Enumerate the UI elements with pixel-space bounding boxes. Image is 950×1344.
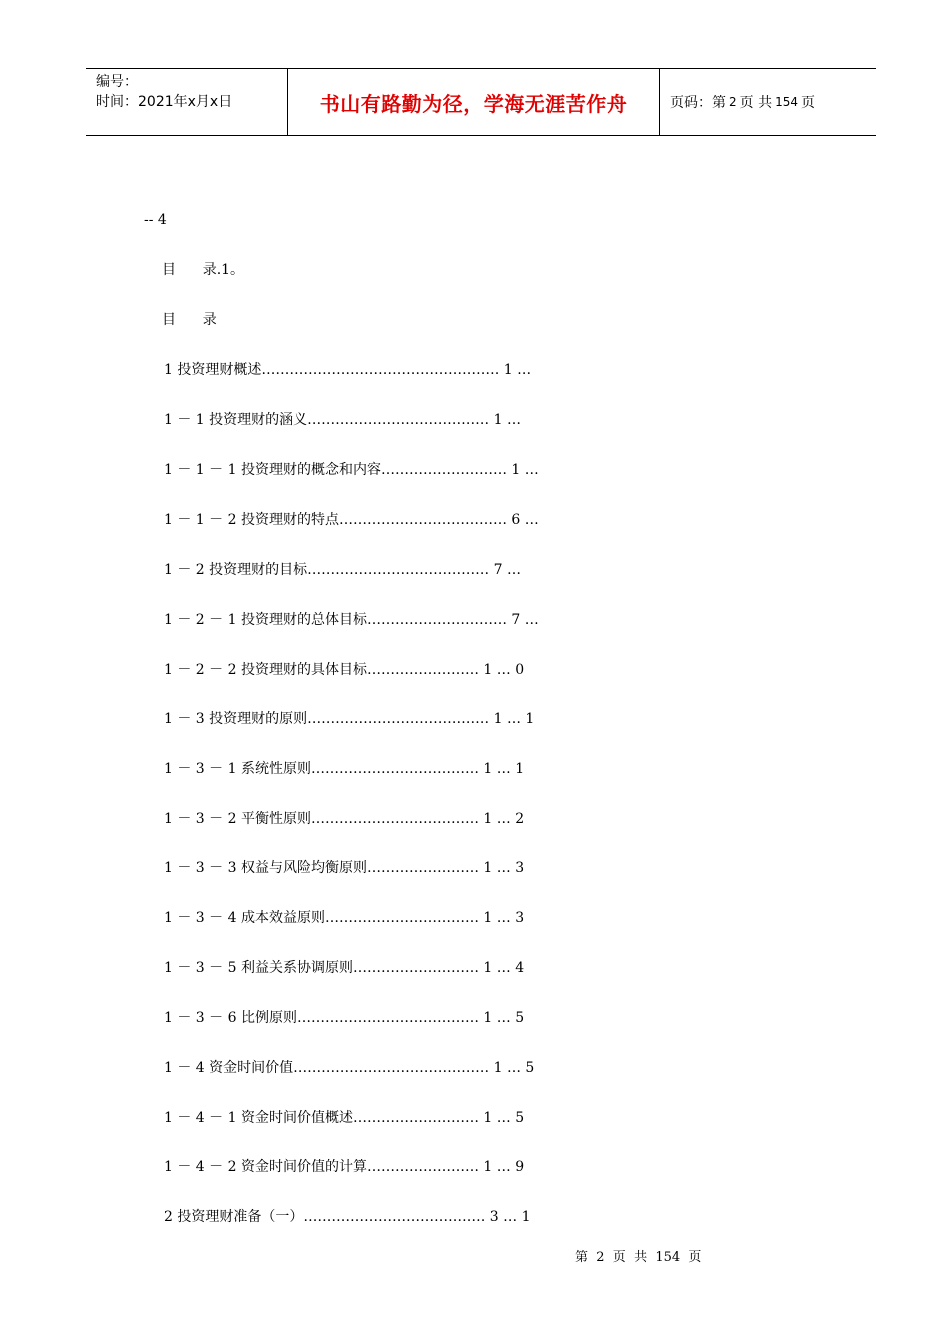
toc-entry[interactable]: 1 － 1 投资理财的涵义………………………………… 1 … <box>164 412 521 428</box>
toc-entry[interactable]: 1 － 3 － 4 成本效益原则…………………………… 1 … 3 <box>164 910 525 926</box>
toc-entry[interactable]: 1 － 1 － 2 投资理财的特点……………………………… 6 … <box>164 512 539 528</box>
toc-entry[interactable]: 1 － 3 － 6 比例原则………………………………… 1 … 5 <box>164 1010 525 1026</box>
toc-entry[interactable]: 1 － 2 － 2 投资理财的具体目标…………………… 1 … 0 <box>164 662 525 678</box>
page-number: 2 <box>729 95 737 109</box>
page-prefix: 页码：第 <box>670 95 726 111</box>
toc-entry[interactable]: 1 － 4 － 1 资金时间价值概述……………………… 1 … 5 <box>164 1110 525 1126</box>
header-page-info <box>660 69 876 135</box>
page-suffix: 页 <box>801 95 815 111</box>
toc-entry[interactable]: 2 投资理财准备（一）………………………………… 3 … 1 <box>164 1209 531 1225</box>
toc-entry[interactable]: 1 － 4 － 2 资金时间价值的计算…………………… 1 … 9 <box>164 1159 525 1175</box>
number-label: 编号： <box>96 74 138 90</box>
header-motto: 书山有路勤为径，学海无涯苦作舟 <box>287 69 660 135</box>
toc-entry[interactable]: 1 投资理财概述…………………………………………… 1 … <box>164 362 532 378</box>
time-label: 时间：2021年x月x日 <box>96 94 233 110</box>
toc-entry[interactable]: 1 － 3 投资理财的原则………………………………… 1 … 1 <box>164 711 535 727</box>
page-header <box>86 68 876 136</box>
page-total: 154 <box>775 95 798 109</box>
toc-entry[interactable]: 1 － 1 － 1 投资理财的概念和内容……………………… 1 … <box>164 462 539 478</box>
toc-entry[interactable]: 1 － 3 － 3 权益与风险均衡原则…………………… 1 … 3 <box>164 860 525 876</box>
toc-entry[interactable]: 1 － 3 － 2 平衡性原则……………………………… 1 … 2 <box>164 811 525 827</box>
toc-entry[interactable]: 1 － 3 － 5 利益关系协调原则……………………… 1 … 4 <box>164 960 525 976</box>
toc-entry[interactable]: 1 － 3 － 1 系统性原则……………………………… 1 … 1 <box>164 761 525 777</box>
toc-heading-2: 目 录 <box>162 312 217 328</box>
page-footer: 第 2 页 共 154 页 <box>575 1250 702 1265</box>
header-meta <box>86 69 287 135</box>
toc-entry[interactable]: 1 － 2 投资理财的目标………………………………… 7 … <box>164 562 521 578</box>
page-mid: 页 共 <box>739 95 773 111</box>
toc-heading-1: 目 录.1。 <box>162 262 245 278</box>
toc-entry[interactable]: 1 － 2 － 1 投资理财的总体目标………………………… 7 … <box>164 612 539 628</box>
toc-entry[interactable]: 1 － 4 资金时间价值…………………………………… 1 … 5 <box>164 1060 535 1076</box>
page-marker: -- 4 <box>144 212 167 228</box>
